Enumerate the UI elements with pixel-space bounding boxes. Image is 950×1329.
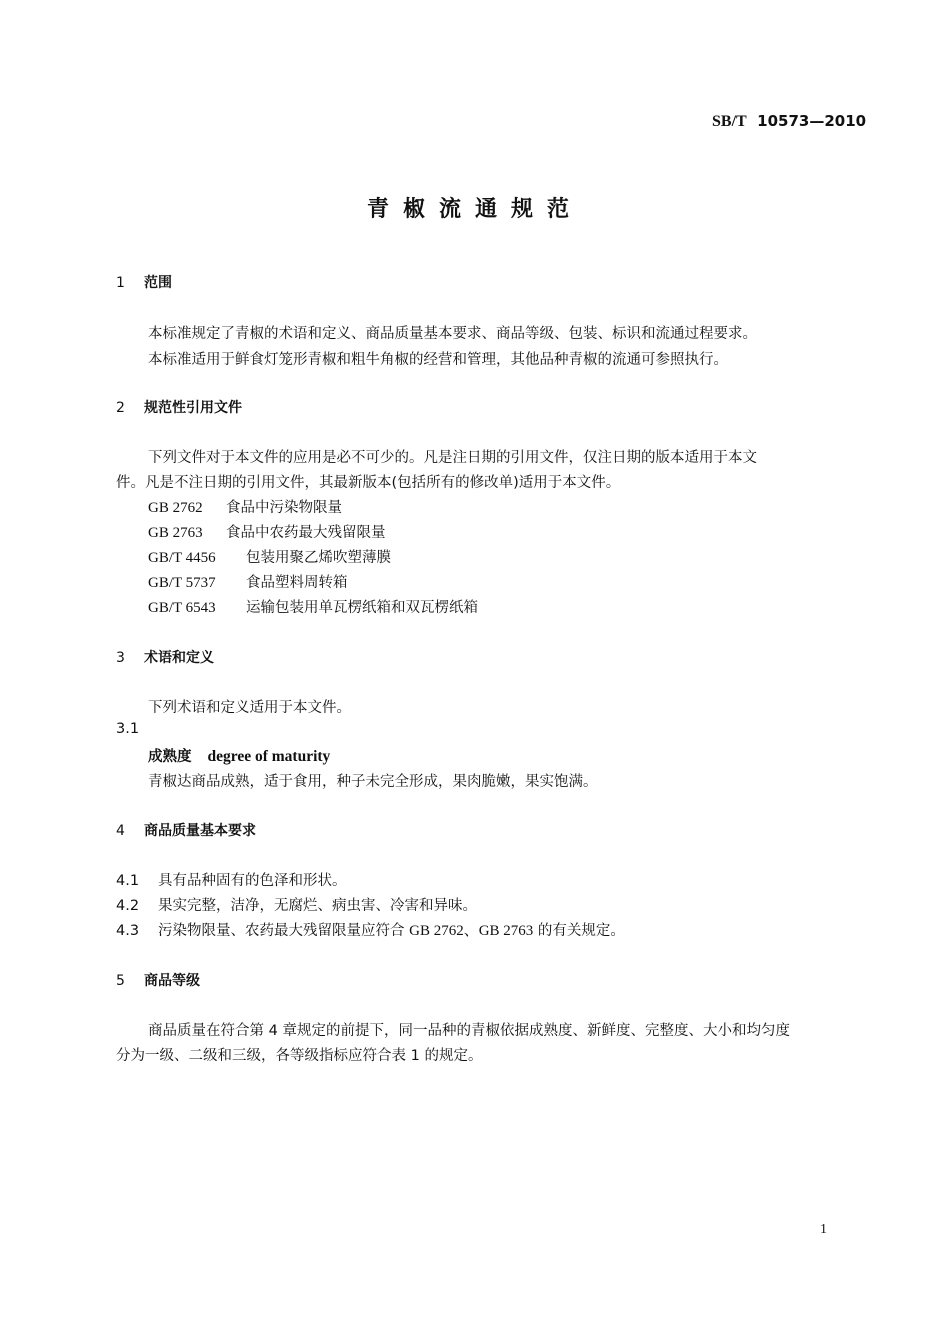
standard-prefix: SB/T	[712, 113, 747, 130]
term-title: 成熟度 degree of maturity	[148, 748, 331, 765]
section-3-heading: 3 术语和定义	[116, 650, 214, 666]
section-5-line-2: 分为一级、二级和三级，各等级指标应符合表 1 的规定。	[116, 1048, 483, 1064]
reference-item: GB 2763 食品中农药最大残留限量	[148, 525, 386, 541]
document-title: 青椒流通规范	[366, 197, 583, 222]
section-2-intro-line-2: 件。凡是不注日期的引用文件，其最新版本(包括所有的修改单)适用于本文件。	[116, 475, 621, 491]
section-1-heading: 1 范围	[116, 275, 172, 291]
reference-item: GB/T 4456 包装用聚乙烯吹塑薄膜	[148, 550, 391, 566]
section-3-intro: 下列术语和定义适用于本文件。	[148, 700, 351, 716]
term-number: 3.1	[116, 721, 140, 737]
section-4-heading: 4 商品质量基本要求	[116, 823, 256, 839]
standard-code: 10573—2010	[757, 112, 867, 130]
term-definition: 青椒达商品成熟，适于食用，种子未完全形成，果肉脆嫩，果实饱满。	[148, 774, 598, 790]
requirement-item: 4.3 污染物限量、农药最大残留限量应符合 GB 2762、GB 2763 的有关规定。	[116, 923, 625, 939]
requirement-item: 4.2 果实完整，洁净，无腐烂、病虫害、冷害和异味。	[116, 898, 477, 914]
section-2-intro-line-1: 下列文件对于本文件的应用是必不可少的。凡是注日期的引用文件，仅注日期的版本适用于本文	[148, 450, 757, 466]
section-1-paragraph-1: 本标准规定了青椒的术语和定义、商品质量基本要求、商品等级、包装、标识和流通过程要求。	[148, 326, 757, 342]
standard-number	[712, 112, 866, 131]
requirement-item: 4.1 具有品种固有的色泽和形状。	[116, 873, 347, 889]
section-1-paragraph-2: 本标准适用于鲜食灯笼形青椒和粗牛角椒的经营和管理，其他品种青椒的流通可参照执行。	[148, 352, 728, 368]
section-5-line-1: 商品质量在符合第 4 章规定的前提下，同一品种的青椒依据成熟度、新鲜度、完整度、大小和均匀度	[148, 1023, 790, 1039]
reference-item: GB/T 5737 食品塑料周转箱	[148, 575, 348, 591]
reference-item: GB 2762 食品中污染物限量	[148, 500, 342, 516]
section-5-heading: 5 商品等级	[116, 973, 200, 989]
reference-item: GB/T 6543 运输包装用单瓦楞纸箱和双瓦楞纸箱	[148, 600, 478, 616]
page-number: 1	[820, 1222, 827, 1237]
section-2-heading: 2 规范性引用文件	[116, 400, 242, 416]
